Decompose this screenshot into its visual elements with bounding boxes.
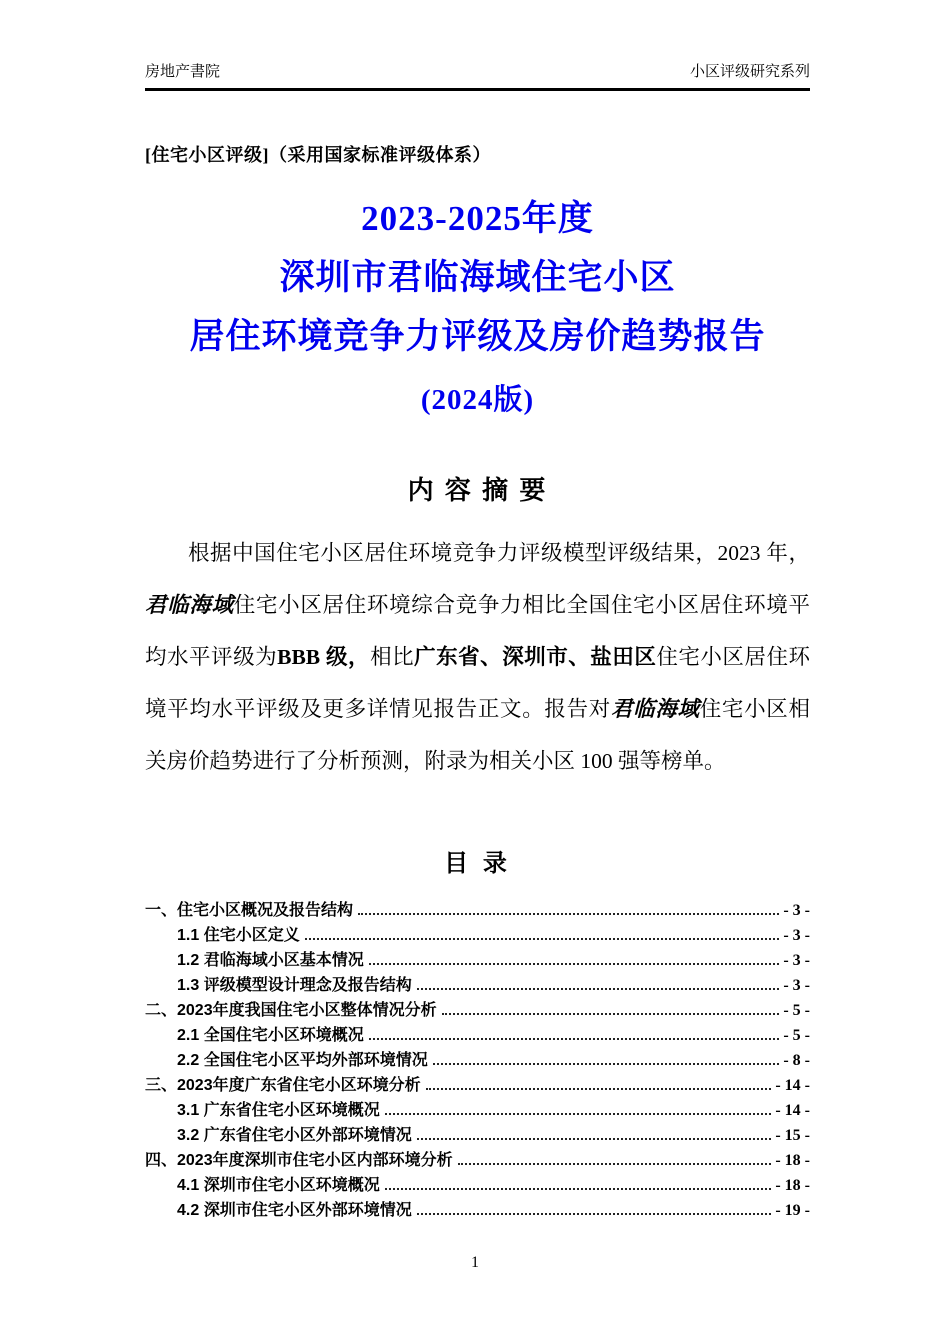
toc-item[interactable] (145, 923, 810, 948)
abstract-text-run: 住宅小区居住环境综合竞争力相比全国住宅小区居住环境平均水平评级为 (145, 593, 810, 669)
abstract-text-run: 住宅小区相关房价趋势进行了分析预测，附录为相关小区 100 强等榜单。 (145, 697, 810, 773)
toc-item[interactable] (145, 1198, 810, 1223)
abstract-heading: 内 容 摘 要 (407, 475, 548, 505)
toc-item-label: 四、2023年度深圳市住宅小区内部环境分析 (145, 1152, 453, 1169)
toc-page-number: - 3 - (783, 927, 810, 944)
toc-page-number: - 19 - (775, 1202, 810, 1219)
toc-page-number: - 5 - (783, 1027, 810, 1044)
report-title-block (145, 189, 810, 428)
toc-page-number: - 15 - (775, 1127, 810, 1144)
toc-leader-dots (358, 913, 779, 915)
toc-item[interactable] (145, 1148, 810, 1173)
toc-item[interactable] (145, 1048, 810, 1073)
toc-item[interactable] (145, 1173, 810, 1198)
toc-item[interactable] (145, 948, 810, 973)
page-header (145, 60, 810, 91)
toc-item[interactable] (145, 1123, 810, 1148)
report-title-edition: (2024版) (420, 384, 535, 416)
report-title-line-3: 居住环境竞争力评级及房价趋势报告 (189, 317, 766, 356)
abstract-text-run: 君临海域 (610, 697, 700, 721)
abstract-text-run: BBB 级， (277, 645, 371, 669)
toc-item-label: 4.1 深圳市住宅小区环境概况 (177, 1177, 380, 1194)
abstract-text-run: 广东省、深圳市、盐田区 (414, 645, 657, 669)
toc-item-label: 3.2 广东省住宅小区外部环境情况 (177, 1127, 412, 1144)
toc-page-number: - 14 - (775, 1102, 810, 1119)
toc-item-label: 2.2 全国住宅小区平均外部环境情况 (177, 1052, 428, 1069)
toc-page-number: - 3 - (783, 977, 810, 994)
toc-page-number: - 5 - (783, 1002, 810, 1019)
toc-list (145, 898, 810, 1223)
toc-leader-dots (305, 938, 780, 940)
toc-item-label: 二、2023年度我国住宅小区整体情况分析 (145, 1002, 437, 1019)
toc-leader-dots (442, 1013, 780, 1015)
abstract-text-run: 根据中国住宅小区居住环境竞争力评级模型评级结果，2023 年， (188, 541, 810, 565)
toc-item[interactable] (145, 998, 810, 1023)
toc-leader-dots (433, 1063, 780, 1065)
toc-page-number: - 3 - (783, 952, 810, 969)
toc-leader-dots (458, 1163, 772, 1165)
abstract-text-run: 住宅小区居住环境平均水平评级及更多详情见报告正文。报告对 (145, 645, 810, 721)
toc-item-label: 4.2 深圳市住宅小区外部环境情况 (177, 1202, 412, 1219)
toc-leader-dots (426, 1088, 772, 1090)
toc-leader-dots (369, 963, 780, 965)
toc-item-label: 1.2 君临海域小区基本情况 (177, 952, 364, 969)
toc-leader-dots (417, 1213, 772, 1215)
toc-item-label: 一、住宅小区概况及报告结构 (145, 902, 354, 919)
abstract-paragraph (145, 527, 810, 787)
toc-leader-dots (417, 988, 780, 990)
toc-page-number: - 8 - (783, 1052, 810, 1069)
toc-item-label: 1.1 住宅小区定义 (177, 927, 300, 944)
toc-item-label: 三、2023年度广东省住宅小区环境分析 (145, 1077, 421, 1094)
toc-leader-dots (385, 1188, 772, 1190)
toc-page-number: - 18 - (775, 1152, 810, 1169)
header-right-text: 小区评级研究系列 (689, 64, 810, 80)
toc-item-label: 3.1 广东省住宅小区环境概况 (177, 1102, 380, 1119)
toc-leader-dots (369, 1038, 780, 1040)
toc-item-label: 2.1 全国住宅小区环境概况 (177, 1027, 364, 1044)
header-left-text: 房地产書院 (145, 64, 221, 80)
toc-page-number: - 3 - (783, 902, 810, 919)
toc-heading: 目 录 (444, 850, 511, 877)
report-title-line-2: 深圳市君临海域住宅小区 (279, 258, 676, 297)
toc-page-number: - 18 - (775, 1177, 810, 1194)
report-title-line-1: 2023-2025年度 (361, 199, 594, 238)
page-number: 1 (471, 1254, 479, 1271)
toc-item[interactable] (145, 898, 810, 923)
toc-item[interactable] (145, 1098, 810, 1123)
toc-item[interactable] (145, 973, 810, 998)
toc-item[interactable] (145, 1073, 810, 1098)
rating-system-note: [住宅小区评级]（采用国家标准评级体系） (145, 145, 491, 165)
toc-leader-dots (417, 1138, 772, 1140)
toc-leader-dots (385, 1113, 772, 1115)
toc-page-number: - 14 - (775, 1077, 810, 1094)
abstract-text-run: 相比 (370, 645, 415, 669)
abstract-text-run: 君临海域 (145, 593, 234, 617)
toc-item-label: 1.3 评级模型设计理念及报告结构 (177, 977, 412, 994)
toc-item[interactable] (145, 1023, 810, 1048)
